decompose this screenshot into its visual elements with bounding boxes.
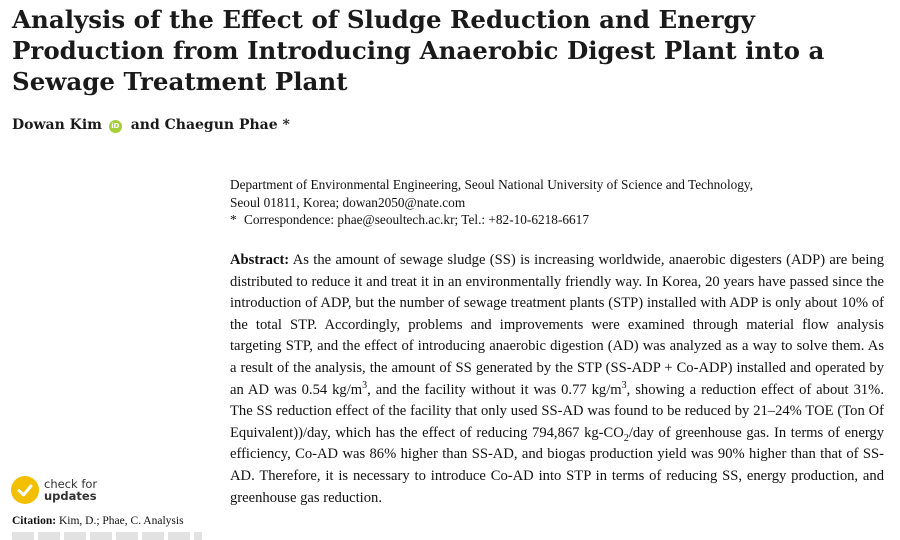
check-for-label: check for bbox=[44, 477, 98, 491]
affiliation-line-2: Seoul 01811, Korea; dowan2050@nate.com bbox=[230, 194, 466, 210]
citation-label: Citation: bbox=[12, 515, 57, 527]
affiliation-block bbox=[230, 176, 890, 229]
check-for-updates-button[interactable] bbox=[11, 476, 97, 504]
abstract-sup-1: 3 bbox=[362, 379, 368, 391]
orcid-icon[interactable]: iD bbox=[109, 120, 122, 133]
author-kim[interactable]: Dowan Kim bbox=[12, 117, 102, 133]
abstract bbox=[230, 250, 884, 509]
correspondence-star: * bbox=[230, 212, 237, 227]
citation-text: Kim, D.; Phae, C. Analysis bbox=[56, 515, 184, 527]
correspondence-line bbox=[230, 211, 890, 229]
abstract-label: Abstract: bbox=[230, 252, 290, 268]
correspondence-text: Correspondence: phae@seoultech.ac.kr; Tel.: +82-10-6218-6617 bbox=[244, 212, 589, 227]
article-title: Analysis of the Effect of Sludge Reduction and Energy Production from Introducing Anaerobic Digest Plant into a Sewage Treatment Plant bbox=[12, 5, 825, 96]
affiliation-line-1: Department of Environmental Engineering, Seoul National University of Science and Technology, bbox=[230, 177, 754, 192]
abstract-text-2: , and the facility without it was 0.77 kg/m bbox=[367, 381, 622, 398]
updates-label: updates bbox=[44, 489, 97, 503]
abstract-text-1: As the amount of sewage sludge (SS) is increasing worldwide, anaerobic digesters (ADP) are being distributed to reduce it and treat it in an environmentally friendly way. In Korea, 20 years have passed since the introduction of ADP, but the number of sewage treatment plants (STP) installed with ADP is only about 10% of the total STP. Accordingly, problems and improvements were examined through material flow analysis targeting STP, and the effect of introducing anaerobic digestion (AD) was analyzed as a way to solve them. As a result of the analysis, the amount of SS generated by the STP (SS-ADP + Co-ADP) installed and operated by an AD was 0.54 kg/m bbox=[230, 252, 884, 398]
abstract-text-3: , showing a reduction effect of about 31%. The SS reduction effect of the facility that only used SS-AD was found to be reduced by 21–24% TOE (Ton Of Equivalent))/day, which has the effect of reducing 794,867 kg-CO bbox=[230, 381, 884, 441]
author-phae[interactable]: and Chaegun Phae * bbox=[130, 117, 290, 133]
author-list bbox=[12, 117, 290, 133]
abstract-sub-1: 2 bbox=[623, 432, 629, 444]
abstract-sup-2: 3 bbox=[621, 379, 627, 391]
abstract-text-4: /day of greenhouse gas. In terms of energy efficiency, Co-AD was 86% higher than SS-AD, and biogas production yield was 90% higher than that of SS-AD. Therefore, it is necessary to introduce Co-AD into STP in terms of reducing SS, energy production, and greenhouse gas reduction. bbox=[230, 424, 885, 506]
citation bbox=[12, 515, 184, 527]
citation-continuation bbox=[12, 532, 202, 540]
check-badge-icon bbox=[11, 476, 39, 504]
